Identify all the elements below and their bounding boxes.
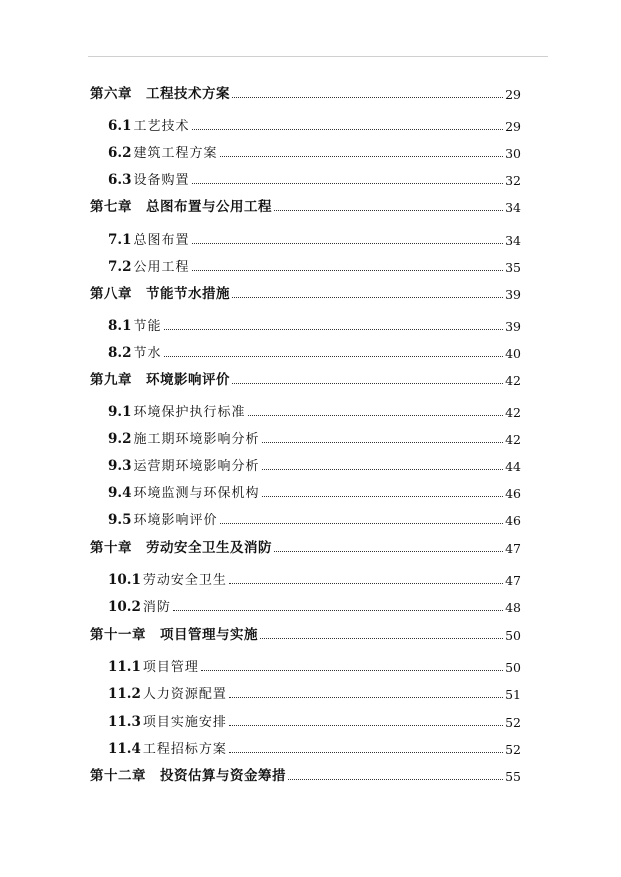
- toc-number: 10.1: [108, 572, 141, 588]
- toc-label: [90, 536, 272, 556]
- toc-title: 节能节水措施: [146, 286, 230, 302]
- toc-label: [108, 509, 218, 528]
- toc-page-number: 51: [505, 687, 521, 702]
- dot-leader: [260, 637, 503, 639]
- toc-title: 运营期环境影响分析: [133, 459, 260, 474]
- dot-leader: [201, 669, 503, 671]
- toc-label: [90, 82, 230, 102]
- toc-title: 项目管理: [142, 660, 199, 675]
- toc-section-entry[interactable]: [0, 314, 621, 334]
- dot-leader: [192, 269, 504, 271]
- dot-leader: [220, 155, 504, 157]
- toc-section-entry[interactable]: [0, 454, 621, 474]
- toc-label: [108, 738, 227, 757]
- toc-section-entry[interactable]: [0, 737, 621, 757]
- toc-title: 总图布置: [133, 233, 190, 248]
- toc-number: 9.1: [108, 404, 132, 420]
- toc-title: 项目实施安排: [142, 715, 227, 730]
- toc-number: 第九章: [90, 372, 132, 388]
- toc-page-number: 46: [505, 486, 521, 501]
- toc-number: 8.1: [108, 318, 132, 334]
- toc-label: [108, 315, 162, 334]
- toc-section-entry[interactable]: [0, 141, 621, 161]
- dot-leader: [274, 550, 503, 552]
- toc-number: 7.1: [108, 232, 132, 248]
- toc-number: 第六章: [90, 86, 132, 102]
- toc-number: 第十一章: [90, 627, 146, 643]
- toc-section-entry[interactable]: [0, 114, 621, 134]
- toc-page-number: 34: [505, 233, 521, 248]
- dot-leader: [262, 441, 504, 443]
- toc-number: 9.2: [108, 431, 132, 447]
- toc-title: 工艺技术: [133, 119, 190, 134]
- toc-page-number: 39: [505, 319, 521, 334]
- toc-label: [108, 142, 218, 161]
- toc-label: [108, 115, 190, 134]
- toc-page-number: 30: [505, 146, 521, 161]
- dot-leader: [164, 328, 504, 330]
- toc-section-entry[interactable]: [0, 255, 621, 275]
- toc-label: [108, 683, 227, 702]
- toc-title: 环境影响评价: [133, 513, 218, 528]
- toc-chapter-entry[interactable]: [0, 764, 621, 784]
- toc-page-number: 34: [505, 200, 521, 215]
- toc-title: 公用工程: [133, 260, 190, 275]
- toc-section-entry[interactable]: [0, 341, 621, 361]
- dot-leader: [173, 609, 503, 611]
- dot-leader: [229, 696, 503, 698]
- dot-leader: [229, 751, 503, 753]
- dot-leader: [262, 468, 504, 470]
- toc-title: 人力资源配置: [142, 687, 227, 702]
- toc-page-number: 40: [505, 346, 521, 361]
- dot-leader: [192, 182, 504, 184]
- toc-title: 劳动安全卫生: [142, 573, 227, 588]
- toc-page-number: 47: [505, 573, 521, 588]
- toc-chapter-entry[interactable]: [0, 195, 621, 215]
- toc-number: 9.4: [108, 485, 132, 501]
- toc-chapter-entry[interactable]: [0, 282, 621, 302]
- toc-chapter-entry[interactable]: [0, 368, 621, 388]
- dot-leader: [220, 522, 504, 524]
- toc-number: 11.1: [108, 659, 141, 675]
- toc-chapter-entry[interactable]: [0, 82, 621, 102]
- toc-page-number: 29: [505, 87, 521, 102]
- toc-page-number: 48: [505, 600, 521, 615]
- dot-leader: [164, 355, 504, 357]
- toc-section-entry[interactable]: [0, 655, 621, 675]
- toc-page-number: 52: [505, 715, 521, 730]
- dot-leader: [229, 582, 503, 584]
- dot-leader: [262, 495, 504, 497]
- toc-chapter-entry[interactable]: [0, 536, 621, 556]
- toc-label: [90, 282, 230, 302]
- toc-title: 环境保护执行标准: [133, 405, 246, 420]
- toc-page-number: 29: [505, 119, 521, 134]
- toc-page-number: 47: [505, 541, 521, 556]
- toc-label: [108, 401, 246, 420]
- toc-number: 7.2: [108, 259, 132, 275]
- toc-label: [90, 195, 272, 215]
- toc-title: 设备购置: [133, 173, 190, 188]
- dot-leader: [192, 128, 504, 130]
- toc-page-number: 50: [505, 628, 521, 643]
- toc-title: 建筑工程方案: [133, 146, 218, 161]
- dot-leader: [248, 414, 504, 416]
- toc-section-entry[interactable]: [0, 508, 621, 528]
- toc-label: [90, 623, 258, 643]
- toc-label: [108, 256, 190, 275]
- toc-label: [108, 229, 190, 248]
- toc-number: 6.3: [108, 172, 132, 188]
- toc-label: [108, 596, 171, 615]
- toc-page-number: 39: [505, 287, 521, 302]
- toc-title: 消防: [142, 600, 171, 615]
- toc-page-number: 52: [505, 742, 521, 757]
- toc-number: 第八章: [90, 286, 132, 302]
- toc-page-number: 42: [505, 373, 521, 388]
- toc-page-number: 46: [505, 513, 521, 528]
- dot-leader: [232, 96, 503, 98]
- toc-section-entry[interactable]: [0, 168, 621, 188]
- toc-section-entry[interactable]: [0, 682, 621, 702]
- toc-page-number: 44: [505, 459, 521, 474]
- toc-page-number: 50: [505, 660, 521, 675]
- toc-label: [108, 711, 227, 730]
- toc-label: [108, 428, 260, 447]
- toc-section-entry[interactable]: [0, 481, 621, 501]
- toc-title: 劳动安全卫生及消防: [146, 540, 272, 556]
- toc-title: 工程技术方案: [146, 86, 230, 102]
- dot-leader: [192, 242, 504, 244]
- toc-title: 节能: [133, 319, 162, 334]
- toc-chapter-entry[interactable]: [0, 623, 621, 643]
- toc-title: 节水: [133, 346, 162, 361]
- toc-title: 环境影响评价: [146, 372, 230, 388]
- toc-page-number: 42: [505, 405, 521, 420]
- toc-number: 9.3: [108, 458, 132, 474]
- toc-label: [108, 342, 162, 361]
- toc-label: [108, 455, 260, 474]
- toc-section-entry[interactable]: [0, 427, 621, 447]
- dot-leader: [288, 778, 503, 780]
- toc-section-entry[interactable]: [0, 228, 621, 248]
- toc-label: [108, 569, 227, 588]
- dot-leader: [229, 724, 503, 726]
- toc-label: [90, 368, 230, 388]
- toc-number: 6.2: [108, 145, 132, 161]
- toc-label: [90, 764, 286, 784]
- dot-leader: [232, 382, 503, 384]
- toc-title: 总图布置与公用工程: [146, 199, 272, 215]
- toc-number: 9.5: [108, 512, 132, 528]
- toc-section-entry[interactable]: [0, 710, 621, 730]
- toc-number: 11.2: [108, 686, 141, 702]
- toc-title: 项目管理与实施: [160, 627, 258, 643]
- toc-title: 工程招标方案: [142, 742, 227, 757]
- toc-number: 第十章: [90, 540, 132, 556]
- toc-number: 11.3: [108, 714, 141, 730]
- toc-number: 10.2: [108, 599, 141, 615]
- toc-title: 环境监测与环保机构: [133, 486, 260, 501]
- toc-number: 11.4: [108, 741, 141, 757]
- toc-number: 6.1: [108, 118, 132, 134]
- toc-number: 第七章: [90, 199, 132, 215]
- toc-title: 施工期环境影响分析: [133, 432, 260, 447]
- toc-page-number: 55: [505, 769, 521, 784]
- toc-section-entry[interactable]: [0, 400, 621, 420]
- toc-label: [108, 482, 260, 501]
- toc-number: 第十二章: [90, 768, 146, 784]
- toc-title: 投资估算与资金筹措: [160, 768, 286, 784]
- toc-page-number: 35: [505, 260, 521, 275]
- dot-leader: [232, 296, 503, 298]
- toc-section-entry[interactable]: [0, 568, 621, 588]
- dot-leader: [274, 209, 503, 211]
- toc-section-entry[interactable]: [0, 595, 621, 615]
- toc-page-number: 32: [505, 173, 521, 188]
- toc-label: [108, 656, 199, 675]
- toc-number: 8.2: [108, 345, 132, 361]
- toc-page-number: 42: [505, 432, 521, 447]
- toc-label: [108, 169, 190, 188]
